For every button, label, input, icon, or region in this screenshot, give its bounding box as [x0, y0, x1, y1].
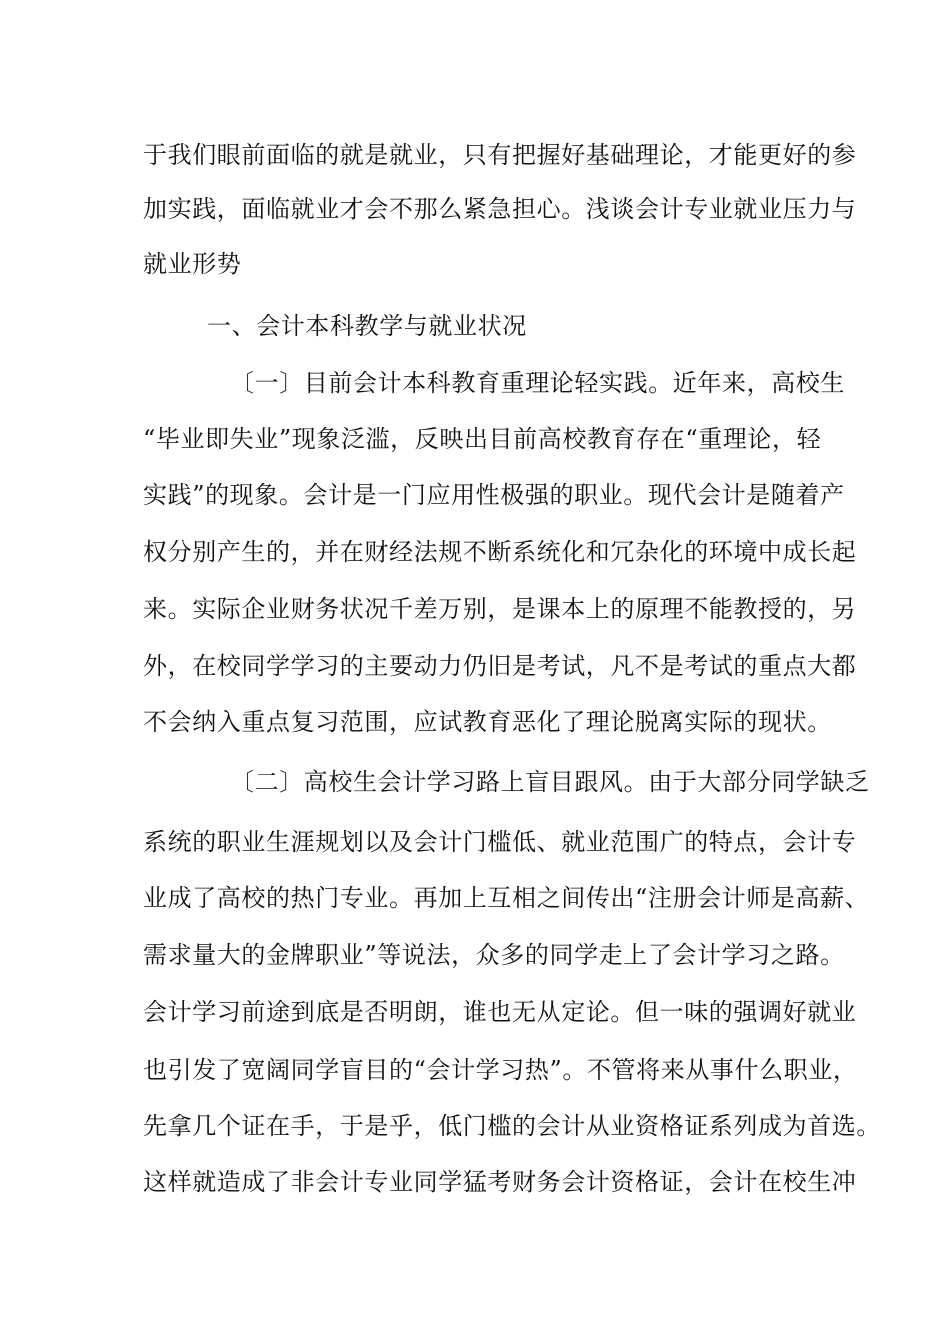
section-heading: 一、会计本科教学与就业状况	[207, 312, 527, 340]
paragraph-line: 来。实际企业财务状况千差万别，是课本上的原理不能教授的，另	[143, 595, 857, 623]
paragraph-line: 权分别产生的，并在财经法规不断系统化和冗杂化的环境中成长起	[143, 538, 857, 566]
intro-line: 于我们眼前面临的就是就业，只有把握好基础理论，才能更好的参	[143, 141, 857, 169]
intro-line: 就业形势	[143, 250, 242, 278]
paragraph-line: 不会纳入重点复习范围，应试教育恶化了理论脱离实际的现状。	[143, 708, 832, 736]
intro-line: 加实践，面临就业才会不那么紧急担心。浅谈会计专业就业压力与	[143, 195, 857, 223]
paragraph-line: 实践”的现象。会计是一门应用性极强的职业。现代会计是随着产	[143, 481, 845, 509]
paragraph-line: 先拿几个证在手，于是乎，低门槛的会计从业资格证系列成为首选。	[143, 1112, 881, 1140]
paragraph-line: “毕业即失业”现象泛滥，反映出目前高校教育存在“重理论，轻	[143, 425, 822, 453]
paragraph-line: 〔二〕高校生会计学习路上盲目跟风。由于大部分同学缺乏	[230, 768, 870, 796]
paragraph-line: 〔一〕目前会计本科教育重理论轻实践。近年来，高校生	[230, 369, 845, 397]
paragraph-line: 需求量大的金牌职业”等说法，众多的同学走上了会计学习之路。	[143, 941, 845, 969]
paragraph-line: 会计学习前途到底是否明朗，谁也无从定论。但一味的强调好就业	[143, 998, 857, 1026]
paragraph-line: 这样就造成了非会计专业同学猛考财务会计资格证，会计在校生冲	[143, 1168, 857, 1196]
paragraph-line: 系统的职业生涯规划以及会计门槛低、就业范围广的特点，会计专	[143, 828, 857, 856]
paragraph-line: 也引发了宽阔同学盲目的“会计学习热”。不管将来从事什么职业，	[143, 1056, 858, 1084]
paragraph-line: 业成了高校的热门专业。再加上互相之间传出“注册会计师是高薪、	[143, 884, 870, 912]
paragraph-line: 外，在校同学学习的主要动力仍旧是考试，凡不是考试的重点大都	[143, 652, 857, 680]
